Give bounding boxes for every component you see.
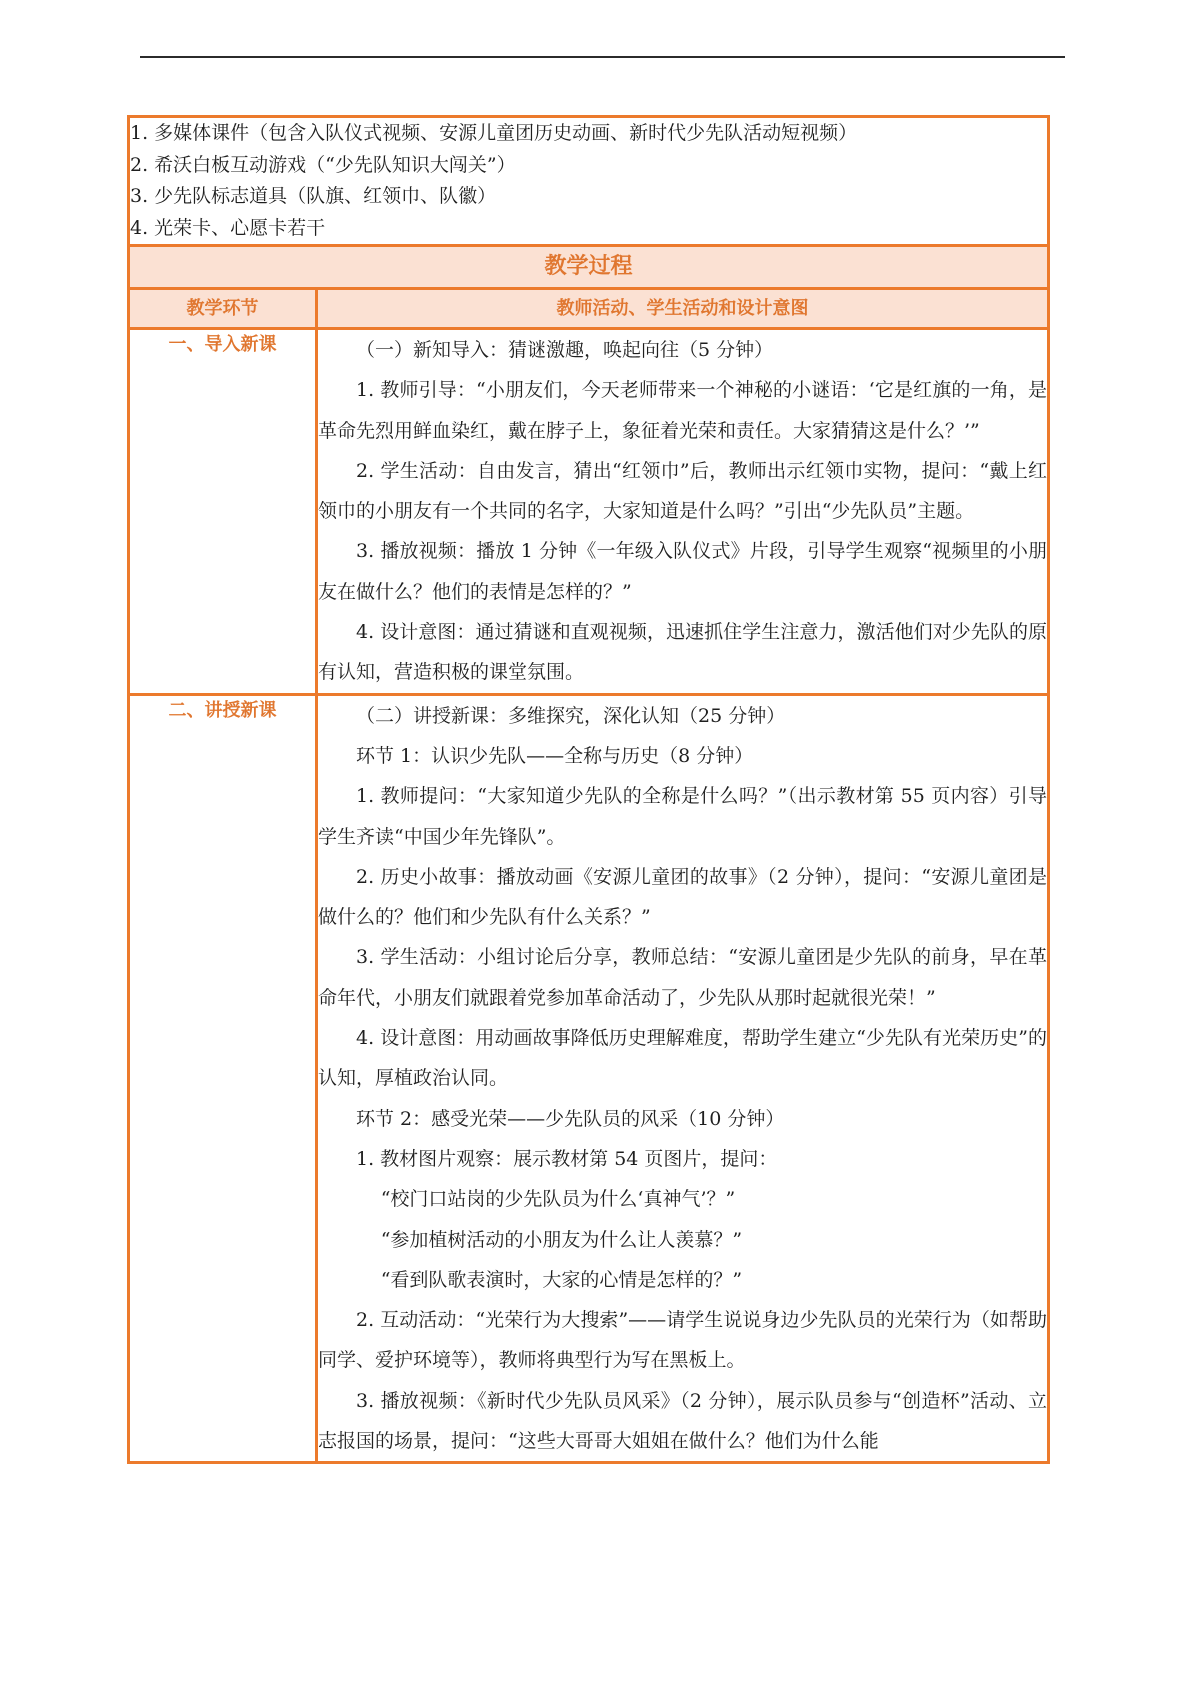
quote-line: “校门口站岗的少先队员为什么‘真神气’？” (380, 1188, 736, 1211)
paragraph: 2. 互动活动：“光荣行为大搜索”——请学生说说身边少先队员的光荣行为（如帮助同学、爱护环境等），教师将典型行为写在黑板上。 (318, 1309, 1047, 1372)
paragraph: 2. 历史小故事：播放动画《安源儿童团的故事》（2 分钟），提问：“安源儿童团是做什么的？他们和少先队有什么关系？” (318, 865, 1047, 929)
stage-row-intro (129, 329, 1049, 695)
column-header-stage: 教学环节 (129, 289, 317, 329)
paragraph: 4. 设计意图：通过猜谜和直观视频，迅速抓住学生注意力，激活他们对少先队的原有认知，营造积极的课堂氛围。 (318, 621, 1047, 684)
paragraph: 3. 播放视频：《新时代少先队员风采》（2 分钟），展示队员参与“创造杯”活动、立志报国的场景，提问：“这些大哥哥大姐姐在做什么？他们为什么能 (318, 1389, 1047, 1453)
paragraph: 3. 播放视频：播放 1 分钟《一年级入队仪式》片段，引导学生观察“视频里的小朋友在做什么？他们的表情是怎样的？” (318, 540, 1047, 603)
section-title: 教学过程 (129, 246, 1049, 289)
paragraph: 1. 教材图片观察：展示教材第 54 页图片，提问： (356, 1147, 778, 1170)
paragraph: 环节 1：认识少先队——全称与历史（8 分钟） (356, 744, 754, 767)
stage-content-new-lesson (317, 694, 1049, 1463)
material-item: 2. 希沃白板互动游戏（“少先队知识大闯关”） (130, 153, 516, 176)
stage-label-intro: 一、导入新课 (129, 329, 317, 695)
paragraph: 3. 学生活动：小组讨论后分享，教师总结：“安源儿童团是少先队的前身，早在革命年代，小朋友们就跟着党参加革命活动了，少先队从那时起就很光荣！” (318, 946, 1047, 1009)
materials-cell (129, 117, 1049, 246)
lesson-plan-table (127, 115, 1050, 1464)
stage-content-intro (317, 329, 1049, 695)
header-rule (140, 56, 1065, 58)
materials-row (129, 117, 1049, 246)
section-title-row (129, 246, 1049, 289)
paragraph: 4. 设计意图：用动画故事降低历史理解难度，帮助学生建立“少先队有光荣历史”的认知，厚植政治认同。 (318, 1027, 1047, 1090)
stage-label-new-lesson: 二、讲授新课 (129, 694, 317, 1463)
material-item: 1. 多媒体课件（包含入队仪式视频、安源儿童团历史动画、新时代少先队活动短视频） (130, 122, 858, 144)
paragraph: （一）新知导入：猜谜激趣，唤起向往（5 分钟） (356, 339, 774, 361)
material-item: 4. 光荣卡、心愿卡若干 (130, 216, 326, 239)
quote-line: “看到队歌表演时，大家的心情是怎样的？” (380, 1268, 743, 1291)
stage-row-new-lesson (129, 694, 1049, 1463)
paragraph: 2. 学生活动：自由发言，猜出“红领巾”后，教师出示红领巾实物，提问：“戴上红领巾的小朋友有一个共同的名字，大家知道是什么吗？”引出“少先队员”主题。 (318, 459, 1047, 523)
column-header-activities: 教师活动、学生活动和设计意图 (317, 289, 1049, 329)
material-item: 3. 少先队标志道具（队旗、红领巾、队徽） (130, 185, 497, 207)
quote-line: “参加植树活动的小朋友为什么让人羡慕？” (380, 1228, 743, 1251)
paragraph: 环节 2：感受光荣——少先队员的风采（10 分钟） (356, 1107, 785, 1130)
column-header-row (129, 289, 1049, 329)
paragraph: （二）讲授新课：多维探究，深化认知（25 分钟） (356, 704, 786, 727)
paragraph: 1. 教师引导：“小朋友们，今天老师带来一个神秘的小谜语：‘它是红旗的一角，是革命先烈用鲜血染红，戴在脖子上，象征着光荣和责任。大家猜猜这是什么？’” (318, 379, 1047, 442)
paragraph: 1. 教师提问：“大家知道少先队的全称是什么吗？”（出示教材第 55 页内容）引导学生齐读“中国少年先锋队”。 (318, 785, 1047, 848)
